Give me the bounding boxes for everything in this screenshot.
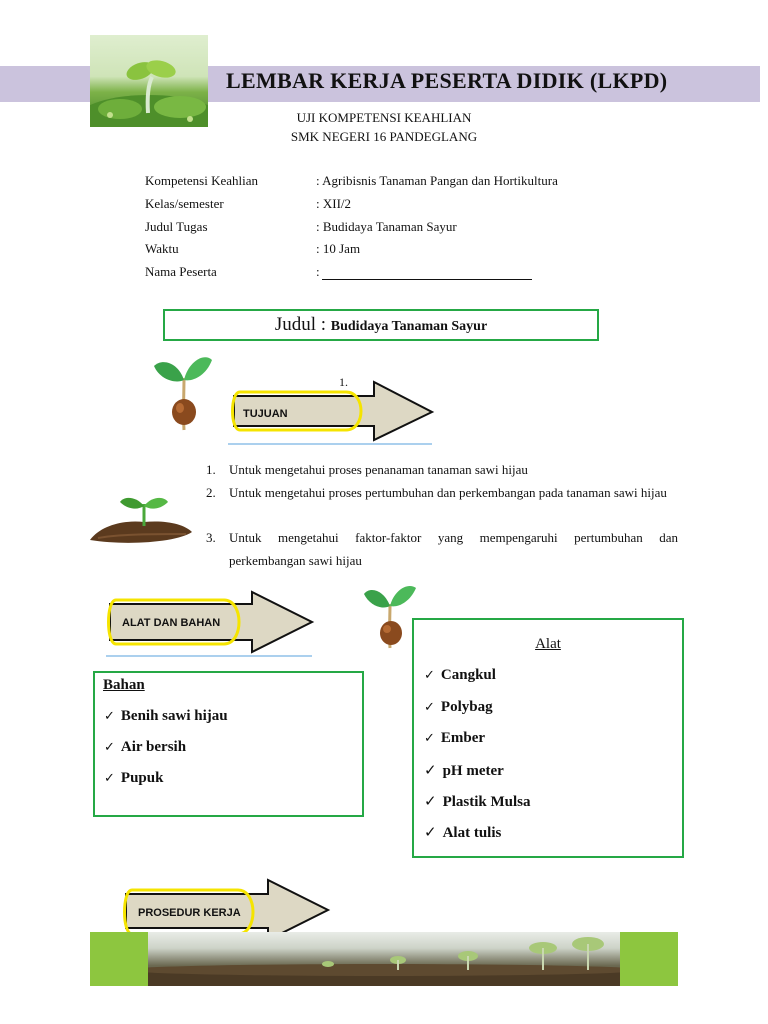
check-icon: ✓	[424, 763, 437, 779]
alat-item	[424, 699, 493, 716]
page-title: LEMBAR KERJA PESERTA DIDIK (LKPD)	[226, 68, 668, 93]
list-item-text: Untuk mengetahui faktor-faktor yang mempengaruhi pertumbuhan dan perkembangan sawi hijau	[229, 530, 678, 568]
alat-item-text: Cangkul	[440, 667, 496, 683]
info-value-judul-tugas: : Budidaya Tanaman Sayur	[316, 219, 457, 234]
bahan-title: Bahan	[103, 677, 145, 693]
bahan-item-text: Benih sawi hijau	[120, 708, 228, 724]
bahan-item	[104, 739, 186, 756]
info-value-nama	[316, 264, 532, 280]
info-label-nama: Nama Peserta	[145, 264, 217, 279]
alat-item-text: Polybag	[440, 699, 493, 715]
tujuan-number: 1.	[339, 375, 348, 389]
growing-plants-photo-icon	[148, 932, 620, 986]
list-item-number: 1.	[206, 462, 216, 477]
check-icon: ✓	[104, 739, 115, 754]
alat-item	[424, 730, 485, 747]
list-item-text: Untuk mengetahui proses penanaman tanaman sawi hijau	[229, 462, 528, 477]
alat-item	[424, 823, 501, 842]
bahan-item-text: Air bersih	[120, 739, 187, 755]
check-icon: ✓	[424, 667, 435, 682]
check-icon: ✓	[424, 699, 435, 714]
list-item	[206, 459, 678, 481]
bahan-item	[104, 770, 163, 787]
alat-item	[424, 792, 531, 811]
sprouting-seed-icon	[360, 580, 418, 652]
info-value-waktu: : 10 Jam	[316, 241, 361, 256]
info-label-judul-tugas: Judul Tugas	[145, 219, 208, 234]
sprouting-seed-icon	[150, 350, 214, 436]
list-item-text: Untuk mengetahui proses pertumbuhan dan perkembangan pada tanaman sawi hijau	[229, 485, 667, 500]
check-icon: ✓	[104, 770, 115, 785]
tujuan-label: TUJUAN	[243, 408, 288, 420]
subtitle-line-1: UJI KOMPETENSI KEAHLIAN	[296, 110, 472, 125]
judul-heading	[163, 314, 599, 336]
bahan-item-text: Pupuk	[120, 770, 164, 786]
subtitle-line-2: SMK NEGERI 16 PANDEGLANG	[290, 129, 478, 144]
check-icon: ✓	[424, 794, 437, 810]
check-icon: ✓	[424, 825, 437, 841]
check-icon: ✓	[104, 708, 115, 723]
judul-title: Budidaya Tanaman Sayur	[330, 319, 488, 334]
list-item	[206, 482, 678, 527]
bahan-item	[104, 708, 228, 725]
list-item-number: 2.	[206, 485, 216, 500]
alat-item-text: Ember	[440, 730, 486, 746]
footer-plants-image	[148, 932, 620, 986]
info-value-kelas: : XII/2	[316, 196, 352, 211]
nama-colon: :	[316, 264, 320, 279]
nama-blank-line[interactable]	[322, 267, 532, 280]
alat-item	[424, 667, 496, 684]
info-label-kelas: Kelas/semester	[145, 196, 224, 211]
judul-prefix: Judul :	[274, 314, 331, 335]
alat-item-text: pH meter	[442, 763, 504, 779]
alat-item-text: Alat tulis	[442, 825, 502, 841]
prosedur-label: PROSEDUR KERJA	[138, 907, 241, 919]
info-label-kompetensi: Kompetensi Keahlian	[145, 173, 258, 188]
info-label-waktu: Waktu	[145, 241, 179, 256]
seedling-in-soil-icon	[88, 494, 194, 546]
alat-title: Alat	[535, 636, 561, 652]
info-value-kompetensi: : Agribisnis Tanaman Pangan dan Hortikultura	[316, 173, 558, 188]
list-item	[206, 527, 678, 572]
check-icon: ✓	[424, 730, 435, 745]
alat-item-text: Plastik Mulsa	[442, 794, 531, 810]
list-item-number: 3.	[206, 530, 216, 545]
alat-bahan-label: ALAT DAN BAHAN	[122, 617, 221, 629]
alat-item	[424, 761, 504, 780]
